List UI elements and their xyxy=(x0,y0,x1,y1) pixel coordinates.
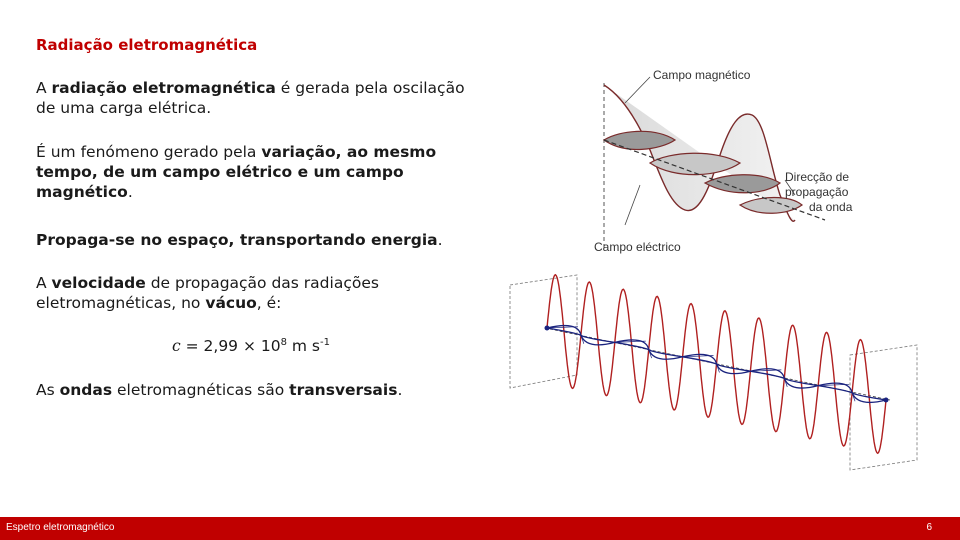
paragraph-speed: A velocidade de propagação das radiações eletromagnéticas, no vácuo, é: xyxy=(36,274,379,312)
slide-title: Radiação eletromagnética xyxy=(36,36,258,54)
footer-title: Espetro eletromagnético xyxy=(6,522,115,533)
em-wave-diagram xyxy=(580,55,870,265)
paragraph-propagation: Propaga-se no espaço, transportando energia. xyxy=(36,231,443,249)
propagation-label-line2: propagação xyxy=(785,185,849,199)
paragraph-generation: A radiação eletromagnética é gerada pela oscilação de uma carga elétrica. xyxy=(36,79,465,117)
paragraph-transverse: As ondas eletromagnéticas são transversais. xyxy=(36,381,403,399)
speed-of-light-formula: $c = 2,99 \times 10^8$ m $s^{-1}$ xyxy=(172,337,330,355)
right-plane xyxy=(850,345,917,470)
propagation-label-line3: da onda xyxy=(809,200,853,214)
footer-bar xyxy=(0,517,960,540)
start-point xyxy=(545,326,550,331)
page-number: 6 xyxy=(926,522,932,533)
em-wave-3d-figure xyxy=(505,270,925,475)
electric-field-label: Campo eléctrico xyxy=(594,240,681,254)
propagation-label-line1: Direcção de xyxy=(785,170,850,184)
magnetic-field-label: Campo magnético xyxy=(653,68,751,82)
end-point xyxy=(884,398,889,403)
paragraph-phenomenon: É um fenómeno gerado pela variação, ao mesmo tempo, de um campo elétrico e um campo magnético. xyxy=(36,143,437,201)
